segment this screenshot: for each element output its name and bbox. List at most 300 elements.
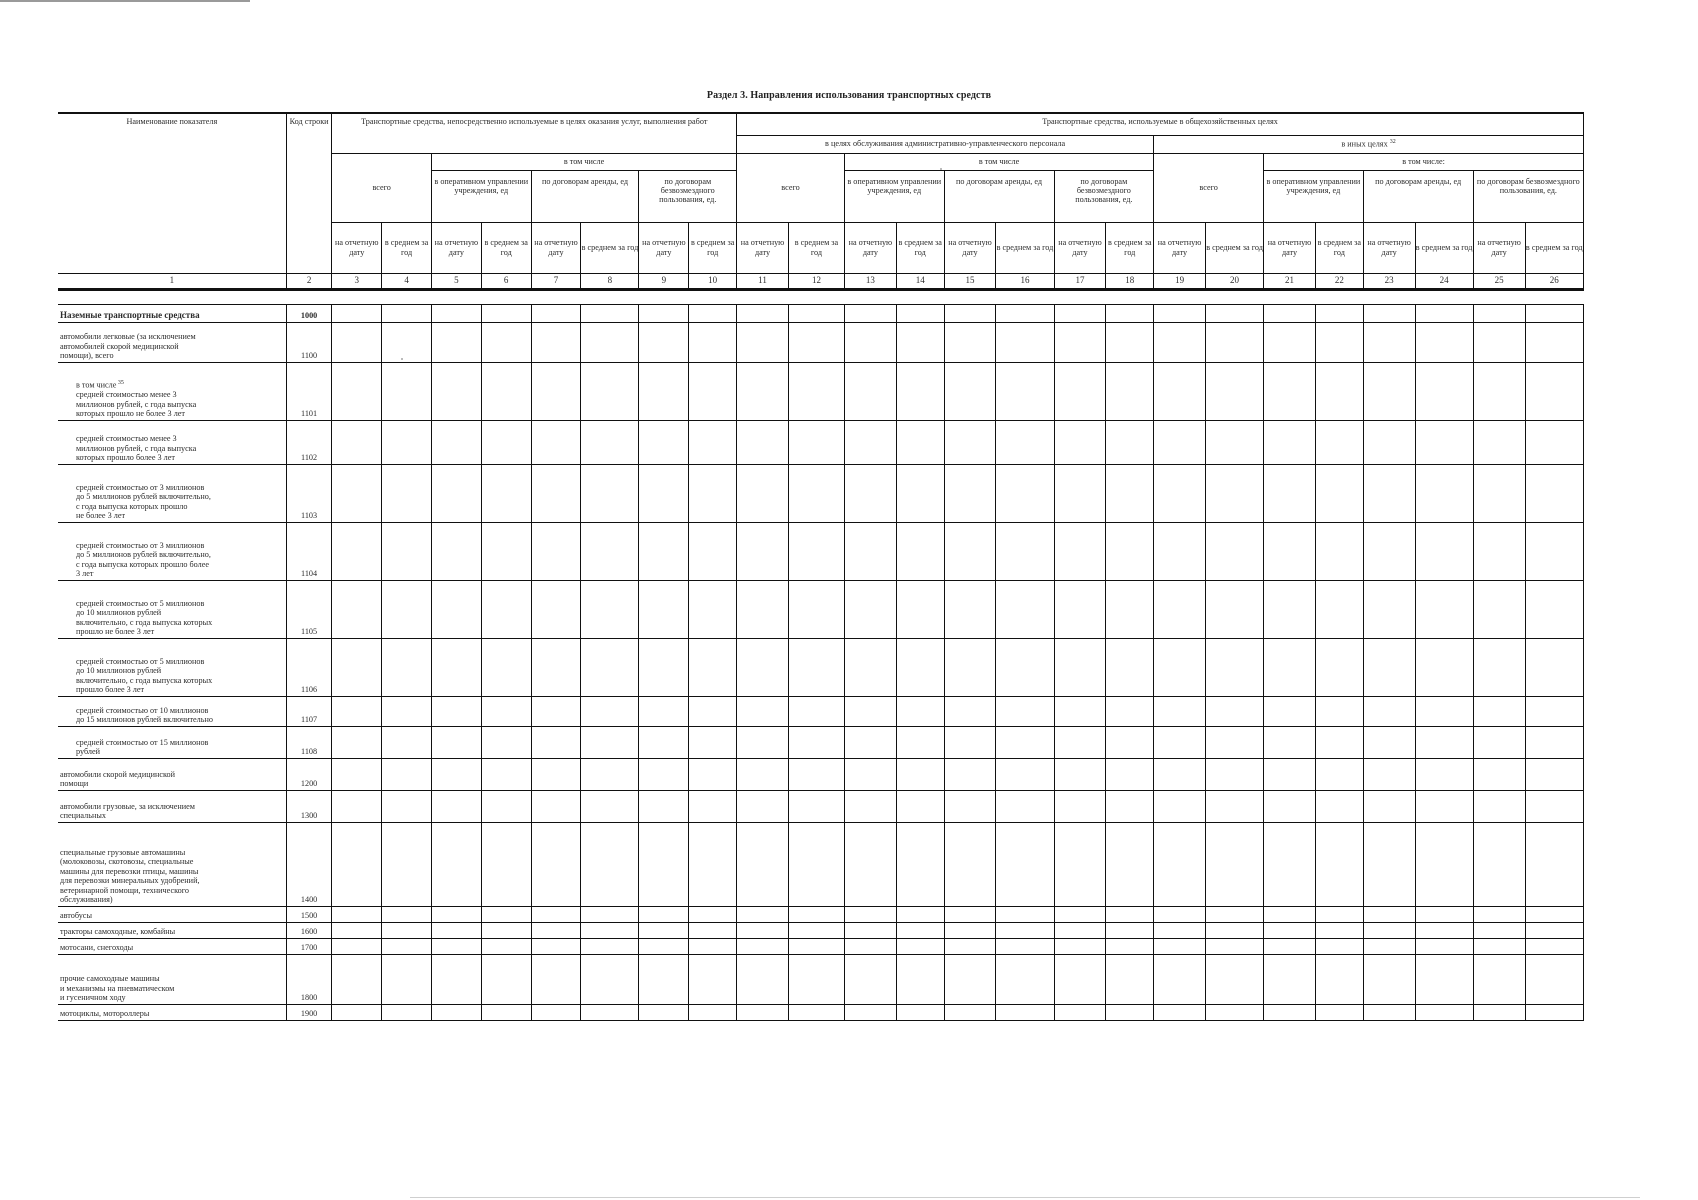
value-cell[interactable] xyxy=(1525,954,1583,1004)
value-cell[interactable] xyxy=(1206,954,1264,1004)
value-cell[interactable] xyxy=(944,464,996,522)
value-cell[interactable] xyxy=(844,322,896,362)
value-cell[interactable] xyxy=(1054,726,1106,758)
value-cell[interactable] xyxy=(1415,580,1473,638)
value-cell[interactable] xyxy=(1106,638,1154,696)
value-cell[interactable] xyxy=(1054,790,1106,822)
value-cell[interactable] xyxy=(1106,822,1154,906)
value-cell[interactable] xyxy=(581,1004,639,1020)
value-cell[interactable] xyxy=(1525,938,1583,954)
value-cell[interactable] xyxy=(1473,822,1525,906)
value-cell[interactable] xyxy=(1106,322,1154,362)
value-cell[interactable] xyxy=(1473,322,1525,362)
value-cell[interactable] xyxy=(1315,822,1363,906)
value-cell[interactable] xyxy=(1363,696,1415,726)
value-cell[interactable] xyxy=(431,938,481,954)
value-cell[interactable] xyxy=(1154,1004,1206,1020)
value-cell[interactable] xyxy=(737,322,789,362)
value-cell[interactable] xyxy=(788,922,844,938)
value-cell[interactable] xyxy=(737,420,789,464)
value-cell[interactable] xyxy=(531,580,581,638)
value-cell[interactable] xyxy=(1154,938,1206,954)
value-cell[interactable] xyxy=(788,954,844,1004)
value-cell[interactable] xyxy=(1315,1004,1363,1020)
value-cell[interactable] xyxy=(844,362,896,420)
value-cell[interactable] xyxy=(996,906,1054,922)
value-cell[interactable] xyxy=(896,922,944,938)
value-cell[interactable] xyxy=(1473,522,1525,580)
value-cell[interactable] xyxy=(481,580,531,638)
value-cell[interactable] xyxy=(944,638,996,696)
value-cell[interactable] xyxy=(689,790,737,822)
value-cell[interactable] xyxy=(531,822,581,906)
value-cell[interactable] xyxy=(332,954,382,1004)
value-cell[interactable] xyxy=(481,922,531,938)
value-cell[interactable] xyxy=(896,464,944,522)
value-cell[interactable] xyxy=(689,580,737,638)
value-cell[interactable] xyxy=(1473,922,1525,938)
value-cell[interactable] xyxy=(689,322,737,362)
value-cell[interactable] xyxy=(788,1004,844,1020)
value-cell[interactable] xyxy=(996,304,1054,322)
value-cell[interactable] xyxy=(1264,922,1316,938)
value-cell[interactable] xyxy=(1106,922,1154,938)
value-cell[interactable] xyxy=(1206,790,1264,822)
value-cell[interactable] xyxy=(1106,522,1154,580)
value-cell[interactable] xyxy=(1363,938,1415,954)
value-cell[interactable] xyxy=(1054,638,1106,696)
value-cell[interactable] xyxy=(944,1004,996,1020)
value-cell[interactable] xyxy=(639,638,689,696)
value-cell[interactable] xyxy=(1315,304,1363,322)
value-cell[interactable] xyxy=(1415,420,1473,464)
value-cell[interactable] xyxy=(1264,464,1316,522)
value-cell[interactable] xyxy=(1206,696,1264,726)
value-cell[interactable] xyxy=(1525,1004,1583,1020)
value-cell[interactable] xyxy=(332,790,382,822)
value-cell[interactable] xyxy=(1206,638,1264,696)
value-cell[interactable] xyxy=(1154,790,1206,822)
value-cell[interactable] xyxy=(1363,420,1415,464)
value-cell[interactable] xyxy=(332,822,382,906)
value-cell[interactable] xyxy=(531,420,581,464)
value-cell[interactable] xyxy=(1264,758,1316,790)
value-cell[interactable] xyxy=(1264,726,1316,758)
value-cell[interactable] xyxy=(1106,420,1154,464)
value-cell[interactable] xyxy=(737,638,789,696)
value-cell[interactable] xyxy=(1315,362,1363,420)
value-cell[interactable] xyxy=(1054,822,1106,906)
value-cell[interactable] xyxy=(1363,362,1415,420)
value-cell[interactable] xyxy=(1315,464,1363,522)
value-cell[interactable] xyxy=(844,1004,896,1020)
value-cell[interactable] xyxy=(332,922,382,938)
value-cell[interactable] xyxy=(1106,954,1154,1004)
value-cell[interactable] xyxy=(996,638,1054,696)
value-cell[interactable] xyxy=(737,522,789,580)
value-cell[interactable] xyxy=(1264,522,1316,580)
value-cell[interactable] xyxy=(896,1004,944,1020)
value-cell[interactable] xyxy=(639,322,689,362)
value-cell[interactable] xyxy=(431,922,481,938)
value-cell[interactable] xyxy=(737,726,789,758)
value-cell[interactable] xyxy=(481,906,531,922)
value-cell[interactable] xyxy=(1473,464,1525,522)
value-cell[interactable] xyxy=(844,938,896,954)
value-cell[interactable] xyxy=(639,420,689,464)
value-cell[interactable] xyxy=(1363,906,1415,922)
value-cell[interactable] xyxy=(996,726,1054,758)
value-cell[interactable] xyxy=(1415,304,1473,322)
value-cell[interactable] xyxy=(944,726,996,758)
value-cell[interactable] xyxy=(531,906,581,922)
value-cell[interactable] xyxy=(639,790,689,822)
value-cell[interactable] xyxy=(581,696,639,726)
value-cell[interactable] xyxy=(639,954,689,1004)
value-cell[interactable] xyxy=(689,938,737,954)
value-cell[interactable] xyxy=(431,304,481,322)
value-cell[interactable] xyxy=(737,822,789,906)
value-cell[interactable] xyxy=(1154,580,1206,638)
value-cell[interactable] xyxy=(1264,790,1316,822)
value-cell[interactable] xyxy=(1473,638,1525,696)
value-cell[interactable] xyxy=(531,1004,581,1020)
value-cell[interactable] xyxy=(996,758,1054,790)
value-cell[interactable] xyxy=(1315,580,1363,638)
value-cell[interactable] xyxy=(788,638,844,696)
value-cell[interactable] xyxy=(1315,906,1363,922)
value-cell[interactable] xyxy=(1525,580,1583,638)
value-cell[interactable] xyxy=(1525,420,1583,464)
value-cell[interactable] xyxy=(1363,322,1415,362)
value-cell[interactable] xyxy=(481,938,531,954)
value-cell[interactable] xyxy=(1154,822,1206,906)
value-cell[interactable] xyxy=(996,420,1054,464)
value-cell[interactable] xyxy=(896,906,944,922)
value-cell[interactable] xyxy=(481,1004,531,1020)
value-cell[interactable] xyxy=(689,362,737,420)
value-cell[interactable] xyxy=(531,726,581,758)
value-cell[interactable] xyxy=(689,922,737,938)
value-cell[interactable] xyxy=(1315,696,1363,726)
value-cell[interactable] xyxy=(1415,726,1473,758)
value-cell[interactable] xyxy=(844,304,896,322)
value-cell[interactable] xyxy=(788,580,844,638)
value-cell[interactable] xyxy=(639,938,689,954)
value-cell[interactable] xyxy=(1315,758,1363,790)
value-cell[interactable] xyxy=(896,758,944,790)
value-cell[interactable] xyxy=(639,922,689,938)
value-cell[interactable] xyxy=(1106,696,1154,726)
value-cell[interactable] xyxy=(737,696,789,726)
value-cell[interactable] xyxy=(431,464,481,522)
value-cell[interactable] xyxy=(788,696,844,726)
value-cell[interactable] xyxy=(1106,758,1154,790)
value-cell[interactable] xyxy=(944,822,996,906)
value-cell[interactable] xyxy=(1473,758,1525,790)
value-cell[interactable] xyxy=(1315,420,1363,464)
value-cell[interactable] xyxy=(1264,938,1316,954)
value-cell[interactable] xyxy=(689,304,737,322)
value-cell[interactable] xyxy=(581,580,639,638)
value-cell[interactable] xyxy=(481,822,531,906)
value-cell[interactable] xyxy=(844,638,896,696)
value-cell[interactable] xyxy=(689,906,737,922)
value-cell[interactable] xyxy=(944,790,996,822)
value-cell[interactable] xyxy=(1264,954,1316,1004)
value-cell[interactable] xyxy=(581,638,639,696)
value-cell[interactable] xyxy=(1315,954,1363,1004)
value-cell[interactable] xyxy=(481,420,531,464)
value-cell[interactable] xyxy=(1363,726,1415,758)
value-cell[interactable] xyxy=(431,420,481,464)
value-cell[interactable] xyxy=(1363,790,1415,822)
value-cell[interactable] xyxy=(581,726,639,758)
value-cell[interactable] xyxy=(1206,922,1264,938)
value-cell[interactable] xyxy=(332,420,382,464)
value-cell[interactable] xyxy=(689,726,737,758)
value-cell[interactable] xyxy=(1525,464,1583,522)
value-cell[interactable] xyxy=(1054,304,1106,322)
value-cell[interactable] xyxy=(1415,758,1473,790)
value-cell[interactable] xyxy=(1154,362,1206,420)
value-cell[interactable] xyxy=(382,522,432,580)
value-cell[interactable] xyxy=(531,304,581,322)
value-cell[interactable] xyxy=(531,522,581,580)
value-cell[interactable] xyxy=(1473,790,1525,822)
value-cell[interactable] xyxy=(382,580,432,638)
value-cell[interactable] xyxy=(531,790,581,822)
value-cell[interactable] xyxy=(1363,638,1415,696)
value-cell[interactable] xyxy=(1206,822,1264,906)
value-cell[interactable] xyxy=(689,464,737,522)
value-cell[interactable] xyxy=(1264,1004,1316,1020)
value-cell[interactable] xyxy=(481,522,531,580)
value-cell[interactable] xyxy=(531,954,581,1004)
value-cell[interactable] xyxy=(382,638,432,696)
value-cell[interactable] xyxy=(1206,420,1264,464)
value-cell[interactable] xyxy=(788,938,844,954)
value-cell[interactable] xyxy=(1054,696,1106,726)
value-cell[interactable] xyxy=(1054,580,1106,638)
value-cell[interactable] xyxy=(1206,758,1264,790)
value-cell[interactable] xyxy=(1415,954,1473,1004)
value-cell[interactable] xyxy=(1264,580,1316,638)
value-cell[interactable] xyxy=(1315,922,1363,938)
value-cell[interactable] xyxy=(1363,822,1415,906)
value-cell[interactable] xyxy=(1315,938,1363,954)
value-cell[interactable] xyxy=(481,696,531,726)
value-cell[interactable] xyxy=(332,522,382,580)
value-cell[interactable] xyxy=(944,938,996,954)
value-cell[interactable] xyxy=(1415,822,1473,906)
value-cell[interactable] xyxy=(788,362,844,420)
value-cell[interactable] xyxy=(1264,822,1316,906)
value-cell[interactable] xyxy=(639,1004,689,1020)
value-cell[interactable] xyxy=(1106,938,1154,954)
value-cell[interactable] xyxy=(382,790,432,822)
value-cell[interactable] xyxy=(1206,362,1264,420)
value-cell[interactable] xyxy=(431,954,481,1004)
value-cell[interactable] xyxy=(1154,726,1206,758)
value-cell[interactable] xyxy=(788,726,844,758)
value-cell[interactable] xyxy=(1264,906,1316,922)
value-cell[interactable] xyxy=(1315,790,1363,822)
value-cell[interactable] xyxy=(1415,922,1473,938)
value-cell[interactable] xyxy=(382,304,432,322)
value-cell[interactable] xyxy=(1315,322,1363,362)
value-cell[interactable] xyxy=(1315,522,1363,580)
value-cell[interactable] xyxy=(788,322,844,362)
value-cell[interactable] xyxy=(896,322,944,362)
value-cell[interactable] xyxy=(581,362,639,420)
value-cell[interactable] xyxy=(737,580,789,638)
value-cell[interactable] xyxy=(639,522,689,580)
value-cell[interactable] xyxy=(737,954,789,1004)
value-cell[interactable] xyxy=(531,758,581,790)
value-cell[interactable] xyxy=(1473,304,1525,322)
value-cell[interactable] xyxy=(1525,906,1583,922)
value-cell[interactable] xyxy=(896,522,944,580)
value-cell[interactable] xyxy=(1206,322,1264,362)
value-cell[interactable] xyxy=(737,922,789,938)
value-cell[interactable] xyxy=(581,522,639,580)
value-cell[interactable] xyxy=(844,522,896,580)
value-cell[interactable] xyxy=(996,362,1054,420)
value-cell[interactable] xyxy=(737,790,789,822)
value-cell[interactable] xyxy=(1106,304,1154,322)
value-cell[interactable] xyxy=(844,906,896,922)
value-cell[interactable] xyxy=(996,922,1054,938)
value-cell[interactable] xyxy=(1525,522,1583,580)
value-cell[interactable] xyxy=(481,726,531,758)
value-cell[interactable] xyxy=(1363,304,1415,322)
value-cell[interactable] xyxy=(382,362,432,420)
value-cell[interactable] xyxy=(1054,906,1106,922)
value-cell[interactable] xyxy=(1054,362,1106,420)
value-cell[interactable] xyxy=(332,304,382,322)
value-cell[interactable] xyxy=(944,522,996,580)
value-cell[interactable] xyxy=(1054,1004,1106,1020)
value-cell[interactable] xyxy=(531,638,581,696)
value-cell[interactable] xyxy=(431,638,481,696)
value-cell[interactable] xyxy=(1054,758,1106,790)
value-cell[interactable] xyxy=(1206,580,1264,638)
value-cell[interactable] xyxy=(639,726,689,758)
value-cell[interactable] xyxy=(1315,726,1363,758)
value-cell[interactable] xyxy=(431,726,481,758)
value-cell[interactable] xyxy=(844,464,896,522)
value-cell[interactable] xyxy=(1363,1004,1415,1020)
value-cell[interactable] xyxy=(737,304,789,322)
value-cell[interactable] xyxy=(639,906,689,922)
value-cell[interactable] xyxy=(1415,638,1473,696)
value-cell[interactable] xyxy=(689,696,737,726)
value-cell[interactable] xyxy=(581,790,639,822)
value-cell[interactable] xyxy=(1415,362,1473,420)
value-cell[interactable] xyxy=(1206,906,1264,922)
value-cell[interactable] xyxy=(639,758,689,790)
value-cell[interactable] xyxy=(788,822,844,906)
value-cell[interactable] xyxy=(896,420,944,464)
value-cell[interactable] xyxy=(581,954,639,1004)
value-cell[interactable] xyxy=(481,790,531,822)
value-cell[interactable] xyxy=(689,822,737,906)
value-cell[interactable] xyxy=(1415,906,1473,922)
value-cell[interactable] xyxy=(382,822,432,906)
value-cell[interactable] xyxy=(1054,420,1106,464)
value-cell[interactable] xyxy=(1363,954,1415,1004)
value-cell[interactable] xyxy=(431,822,481,906)
value-cell[interactable] xyxy=(581,758,639,790)
value-cell[interactable] xyxy=(1154,954,1206,1004)
value-cell[interactable] xyxy=(737,464,789,522)
value-cell[interactable] xyxy=(531,922,581,938)
value-cell[interactable] xyxy=(1154,464,1206,522)
value-cell[interactable] xyxy=(1206,938,1264,954)
value-cell[interactable] xyxy=(737,906,789,922)
value-cell[interactable] xyxy=(944,420,996,464)
value-cell[interactable] xyxy=(332,362,382,420)
value-cell[interactable] xyxy=(788,464,844,522)
value-cell[interactable] xyxy=(896,580,944,638)
value-cell[interactable] xyxy=(689,758,737,790)
value-cell[interactable] xyxy=(1473,420,1525,464)
value-cell[interactable] xyxy=(332,580,382,638)
value-cell[interactable] xyxy=(844,954,896,1004)
value-cell[interactable] xyxy=(896,304,944,322)
value-cell[interactable] xyxy=(1473,362,1525,420)
value-cell[interactable] xyxy=(1054,954,1106,1004)
value-cell[interactable] xyxy=(1054,522,1106,580)
value-cell[interactable] xyxy=(896,790,944,822)
value-cell[interactable] xyxy=(1106,1004,1154,1020)
value-cell[interactable] xyxy=(639,696,689,726)
value-cell[interactable] xyxy=(896,954,944,1004)
value-cell[interactable] xyxy=(1363,758,1415,790)
value-cell[interactable] xyxy=(581,822,639,906)
value-cell[interactable] xyxy=(1363,580,1415,638)
value-cell[interactable] xyxy=(332,322,382,362)
value-cell[interactable] xyxy=(1525,322,1583,362)
value-cell[interactable] xyxy=(844,790,896,822)
value-cell[interactable] xyxy=(1154,758,1206,790)
value-cell[interactable] xyxy=(382,954,432,1004)
value-cell[interactable] xyxy=(1264,362,1316,420)
value-cell[interactable] xyxy=(1525,758,1583,790)
value-cell[interactable] xyxy=(1154,906,1206,922)
value-cell[interactable] xyxy=(788,420,844,464)
value-cell[interactable] xyxy=(1206,522,1264,580)
value-cell[interactable] xyxy=(896,822,944,906)
value-cell[interactable] xyxy=(1473,696,1525,726)
value-cell[interactable] xyxy=(1154,638,1206,696)
value-cell[interactable] xyxy=(1264,696,1316,726)
value-cell[interactable] xyxy=(1415,322,1473,362)
value-cell[interactable] xyxy=(1473,1004,1525,1020)
value-cell[interactable] xyxy=(431,580,481,638)
value-cell[interactable] xyxy=(332,464,382,522)
value-cell[interactable] xyxy=(1206,464,1264,522)
value-cell[interactable] xyxy=(737,758,789,790)
value-cell[interactable] xyxy=(1054,938,1106,954)
value-cell[interactable] xyxy=(737,362,789,420)
value-cell[interactable] xyxy=(1264,638,1316,696)
value-cell[interactable] xyxy=(1525,638,1583,696)
value-cell[interactable] xyxy=(1415,696,1473,726)
value-cell[interactable] xyxy=(844,580,896,638)
value-cell[interactable] xyxy=(944,922,996,938)
